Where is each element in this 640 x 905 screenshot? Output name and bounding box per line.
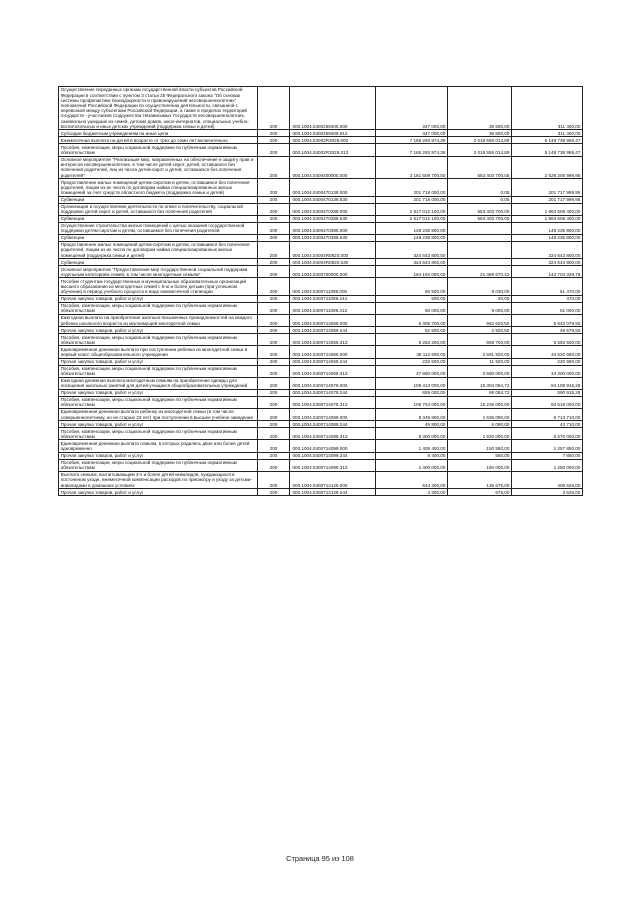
row-name-cell: Пособия, компенсации, меры социальной поддержки по публичным нормативным обязательствам — [59, 334, 258, 346]
row-admin-code-cell: 200 — [258, 196, 290, 203]
row-approved-amount-cell: 148 235 800,00 — [376, 222, 448, 234]
row-remaining-amount-cell: 6 670 000,00 — [512, 428, 583, 440]
row-remaining-amount-cell: 49 579,50 — [512, 327, 583, 334]
row-admin-code-cell: 200 — [258, 234, 290, 241]
row-approved-amount-cell: 1 400 000,00 — [376, 459, 448, 471]
row-name-cell: Прочая закупка товаров, работ и услуг — [59, 327, 258, 334]
row-remaining-amount-cell: 51 470,00 — [512, 278, 583, 295]
row-executed-amount-cell: 150 550,00 — [448, 440, 512, 452]
row-executed-amount-cell: 68 084,72 — [448, 389, 512, 396]
row-name-cell: Ежегодная денежная выплата многодетным семьям на приобретение одежды для посещения школьных занятий для детей-учащихся общеобразовательных учреждений — [59, 377, 258, 389]
row-admin-code-cell: 200 — [258, 327, 290, 334]
row-budget-code-cell: 000.1004.0400714099.313 — [290, 459, 376, 471]
row-name-cell: Пособия, компенсации, меры социальной поддержки по публичным нормативным обязательствам — [59, 302, 258, 314]
row-remaining-amount-cell: 6 713 710,00 — [512, 409, 583, 421]
row-remaining-amount-cell: 93 518 000,00 — [512, 396, 583, 408]
table-row — [59, 421, 583, 428]
row-approved-amount-cell: 38 112 600,00 — [376, 346, 448, 358]
row-approved-amount-cell: 60 000,00 — [376, 302, 448, 314]
row-budget-code-cell: 000.1004.0400714079.313 — [290, 396, 376, 408]
row-executed-amount-cell — [448, 241, 512, 258]
row-executed-amount-cell: 35 600,00 — [448, 87, 512, 130]
row-budget-code-cell: 000.1004.0400714069.000 — [290, 346, 376, 358]
row-executed-amount-cell: 3 580 000,00 — [448, 365, 512, 377]
row-budget-code-cell: 000.1004.0400714089.244 — [290, 421, 376, 428]
row-budget-code-cell: 000.1004.0400714079.000 — [290, 377, 376, 389]
row-name-cell: Прочая закупка товаров, работ и услуг — [59, 421, 258, 428]
row-approved-amount-cell: 37 880 000,00 — [376, 365, 448, 377]
row-approved-amount-cell: 109 413 000,00 — [376, 377, 448, 389]
table-row — [59, 222, 583, 234]
row-executed-amount-cell: 11 920,00 — [448, 358, 512, 365]
row-remaining-amount-cell: 3 625,00 — [512, 489, 583, 496]
row-executed-amount-cell: 9 000,00 — [448, 302, 512, 314]
row-budget-code-cell: 000.1004.0400470399.530 — [290, 234, 376, 241]
row-executed-amount-cell: 2 920,50 — [448, 327, 512, 334]
row-budget-code-cell: 000.1004.0400714099.000 — [290, 440, 376, 452]
row-remaining-amount-cell: 1 963 608 400,00 — [512, 203, 583, 215]
row-admin-code-cell: 200 — [258, 302, 290, 314]
row-executed-amount-cell: 6 090,00 — [448, 421, 512, 428]
row-name-cell: Единовременная денежная выплата ребенку из многодетной семьи (в том числе совершеннолетнему, но не старше 23 лет) при поступлении в высшее учебное заведение — [59, 409, 258, 421]
row-name-cell: Основное мероприятие "Предоставление мер государственной социальной поддержки отдельным категориям семей, в том числе многодетным семьям" — [59, 266, 258, 278]
table-row — [59, 87, 583, 130]
row-executed-amount-cell — [448, 222, 512, 234]
row-admin-code-cell: 200 — [258, 409, 290, 421]
row-budget-code-cell: 000.1004.0400259409.000 — [290, 87, 376, 130]
row-admin-code-cell: 200 — [258, 396, 290, 408]
table-row — [59, 396, 583, 408]
row-name-cell: Предоставление жилых помещений детям-сиротам и детям, оставшимся без попечения родителей, лицам из их числа по договорам найма специализированных жилых помещений за счет средств областного бюджета (поддержка семьи и детей) — [59, 179, 258, 196]
row-executed-amount-cell: 550,00 — [448, 452, 512, 459]
table-row — [59, 327, 583, 334]
row-admin-code-cell: 200 — [258, 278, 290, 295]
row-admin-code-cell: 200 — [258, 377, 290, 389]
row-budget-code-cell: 000.1004.0400714059.244 — [290, 327, 376, 334]
table-row — [59, 489, 583, 496]
row-remaining-amount-cell: 148 235 800,00 — [512, 222, 583, 234]
row-remaining-amount-cell: 201 717 999,95 — [512, 179, 583, 196]
row-remaining-amount-cell: 7 850,00 — [512, 452, 583, 459]
row-remaining-amount-cell: 1 250 000,00 — [512, 459, 583, 471]
row-budget-code-cell: 000.1004.0400470289.530 — [290, 215, 376, 222]
row-name-cell: Ежегодная выплата на приобретение школьно-письменных принадлежностей на каждого ребенка школьного возраста из малоимущей многодетной семьи — [59, 315, 258, 327]
row-executed-amount-cell — [448, 259, 512, 266]
row-name-cell: Пособия, компенсации, меры социальной поддержки по публичным нормативным обязательствам — [59, 459, 258, 471]
row-executed-amount-cell: 9 030,00 — [448, 278, 512, 295]
row-approved-amount-cell: 544 300,00 — [376, 471, 448, 488]
table-row — [59, 409, 583, 421]
row-budget-code-cell: 000.1004.0400714079.244 — [290, 389, 376, 396]
row-executed-amount-cell: 15 236 000,00 — [448, 396, 512, 408]
row-executed-amount-cell: 21 489 670,22 — [448, 266, 512, 278]
row-budget-code-cell: 000.1004.0400711099.000 — [290, 278, 376, 295]
row-admin-code-cell: 200 — [258, 389, 290, 396]
row-admin-code-cell: 200 — [258, 471, 290, 488]
row-budget-code-cell: 000.1004.0400470139.530 — [290, 196, 376, 203]
row-admin-code-cell: 200 — [258, 365, 290, 377]
row-budget-code-cell: 000.1004.0400714129.000 — [290, 471, 376, 488]
row-name-cell: Основное мероприятие "Реализация мер, направленных на обеспечение и защиту прав и интересов несовершеннолетних, в том числе детей-сирот, детей, оставшихся без попечения родителей, лиц из числа детей-сирот и детей, оставшихся без попечения родителей" — [59, 156, 258, 179]
row-admin-code-cell: 200 — [258, 440, 290, 452]
table-row — [59, 377, 583, 389]
row-executed-amount-cell: 659 700,00 — [448, 334, 512, 346]
table-row — [59, 315, 583, 327]
table-row — [59, 234, 583, 241]
table-row — [59, 203, 583, 215]
table-row — [59, 365, 583, 377]
row-budget-code-cell: 000.1004.0400470289.000 — [290, 203, 376, 215]
row-executed-amount-cell: 1 630 000,00 — [448, 428, 512, 440]
row-name-cell: Субвенции — [59, 196, 258, 203]
row-name-cell: Предоставление жилых помещений детям-сиротам и детям, оставшимся без попечения родителей, лицам из их числа по договорам найма специализированных жилых помещений (поддержка семьи и детей) — [59, 241, 258, 258]
row-remaining-amount-cell: 1 963 608 400,00 — [512, 215, 583, 222]
table-row — [59, 259, 583, 266]
row-approved-amount-cell: 8 349 800,00 — [376, 409, 448, 421]
row-admin-code-cell: 200 — [258, 428, 290, 440]
table-row — [59, 346, 583, 358]
row-name-cell: Субвенции — [59, 234, 258, 241]
row-name-cell: Единовременная денежная выплата при поступлении ребенка из многодетной семьи в первый класс общеобразовательного учреждения — [59, 346, 258, 358]
row-approved-amount-cell: 6 253 200,00 — [376, 334, 448, 346]
row-approved-amount-cell: 148 235 800,00 — [376, 234, 448, 241]
row-admin-code-cell: 200 — [258, 203, 290, 215]
row-executed-amount-cell: 0,05 — [448, 196, 512, 203]
row-budget-code-cell: 000.1004.0400470399.000 — [290, 222, 376, 234]
row-name-cell: Единовременная денежная выплата семьям, в которых родились двое или более детей одновременно — [59, 440, 258, 452]
row-executed-amount-cell: 553 403 700,05 — [448, 156, 512, 179]
row-name-cell: Прочая закупка товаров, работ и услуг — [59, 389, 258, 396]
row-name-cell: Ежемесячная выплата на детей в возрасте от трех до семи лет включительно — [59, 137, 258, 144]
table-row — [59, 302, 583, 314]
row-budget-code-cell: 000.1004.04002R3029.000 — [290, 137, 376, 144]
row-approved-amount-cell: 6 305 700,00 — [376, 315, 448, 327]
row-budget-code-cell: 000.1004.0400470139.000 — [290, 179, 376, 196]
row-executed-amount-cell: 553 403 700,00 — [448, 203, 512, 215]
row-admin-code-cell: 200 — [258, 215, 290, 222]
table-body — [59, 87, 583, 496]
row-admin-code-cell: 200 — [258, 144, 290, 156]
row-admin-code-cell: 200 — [258, 346, 290, 358]
row-budget-code-cell: 000.1004.0400400000.000 — [290, 156, 376, 179]
row-approved-amount-cell: 324 643 800,00 — [376, 259, 448, 266]
row-name-cell: Пособия, компенсации, меры социальной поддержки по публичным нормативным обязательствам — [59, 428, 258, 440]
row-executed-amount-cell: 1 636 090,00 — [448, 409, 512, 421]
row-approved-amount-cell: 659 000,00 — [376, 389, 448, 396]
row-remaining-amount-cell: 34 520 680,00 — [512, 346, 583, 358]
row-executed-amount-cell: 3 591 920,00 — [448, 346, 512, 358]
row-approved-amount-cell: 347 000,00 — [376, 130, 448, 137]
row-admin-code-cell: 200 — [258, 421, 290, 428]
table-row — [59, 471, 583, 488]
row-admin-code-cell: 200 — [258, 179, 290, 196]
table-row — [59, 156, 583, 179]
row-remaining-amount-cell: 5 593 500,00 — [512, 334, 583, 346]
row-admin-code-cell: 200 — [258, 130, 290, 137]
row-executed-amount-cell: 135 675,00 — [448, 471, 512, 488]
row-approved-amount-cell: 201 718 000,00 — [376, 179, 448, 196]
table-row — [59, 459, 583, 471]
row-name-cell: Субвенции — [59, 259, 258, 266]
table-row — [59, 137, 583, 144]
table-row — [59, 389, 583, 396]
table-row — [59, 295, 583, 302]
row-name-cell: Выплата семьям, воспитывающим 3-х и более детей-инвалидов, нуждающихся в постоянном уходе, ежемесячной компенсации расходов по присмотру и уходу за детьми-инвалидами в домашних условиях — [59, 471, 258, 488]
row-budget-code-cell: 000.1004.0400714059.000 — [290, 315, 376, 327]
row-admin-code-cell: 200 — [258, 137, 290, 144]
row-budget-code-cell: 000.1004.04002R3029.313 — [290, 144, 376, 156]
row-executed-amount-cell — [448, 234, 512, 241]
row-remaining-amount-cell: 470,00 — [512, 295, 583, 302]
row-executed-amount-cell: 2 016 555 014,89 — [448, 137, 512, 144]
row-remaining-amount-cell: 201 717 999,95 — [512, 196, 583, 203]
row-admin-code-cell: 200 — [258, 241, 290, 258]
row-budget-code-cell: 000.1004.0400714059.313 — [290, 334, 376, 346]
row-remaining-amount-cell: 51 000,00 — [512, 302, 583, 314]
table-row — [59, 278, 583, 295]
row-admin-code-cell: 200 — [258, 295, 290, 302]
row-remaining-amount-cell: 5 643 079,50 — [512, 315, 583, 327]
row-budget-code-cell: 000.1004.0400259409.612 — [290, 130, 376, 137]
row-name-cell: Пособия, компенсации, меры социальной поддержки по публичным нормативным обязательствам — [59, 144, 258, 156]
row-name-cell: Пособия, компенсации, меры социальной поддержки по публичным нормативным обязательствам — [59, 396, 258, 408]
row-approved-amount-cell: 7 165 293 974,36 — [376, 144, 448, 156]
row-approved-amount-cell: 324 643 800,00 — [376, 241, 448, 258]
row-remaining-amount-cell: 142 704 329,78 — [512, 266, 583, 278]
row-approved-amount-cell: 52 500,00 — [376, 327, 448, 334]
row-name-cell: Прочая закупка товаров, работ и услуг — [59, 452, 258, 459]
row-admin-code-cell: 200 — [258, 315, 290, 327]
row-approved-amount-cell: 7 165 293 974,36 — [376, 137, 448, 144]
row-executed-amount-cell: 0,05 — [448, 179, 512, 196]
row-name-cell: Осуществление переданных органам государственной власти субъектов Российской Федерации в соответствии с пунктом 3 статьи 25 Федерального закона "Об основах системы профилактики безнадзорности и правонарушений несовершеннолетних" полномочий Российской Федерации по осуществлению деятельности, связанной с перевозкой между субъектами Российской Федерации, а также в пределах территорий государств - участников Содружества Независимых Государств несовершеннолетних, самовольно ушедших из семей, детских домов, школ-интернатов, специальных учебно-воспитательных и иных детских учреждений (поддержка семьи и детей) — [59, 87, 258, 130]
table-row — [59, 130, 583, 137]
row-executed-amount-cell: 2 016 555 014,89 — [448, 144, 512, 156]
row-admin-code-cell: 200 — [258, 358, 290, 365]
row-admin-code-cell: 200 — [258, 156, 290, 179]
row-remaining-amount-cell: 324 643 800,00 — [512, 259, 583, 266]
table-row — [59, 440, 583, 452]
row-approved-amount-cell: 4 300,00 — [376, 489, 448, 496]
table-row — [59, 215, 583, 222]
row-budget-code-cell: 000.1004.0400711099.313 — [290, 302, 376, 314]
row-remaining-amount-cell: 311 400,00 — [512, 130, 583, 137]
row-approved-amount-cell: 8 300 000,00 — [376, 428, 448, 440]
table-row — [59, 241, 583, 258]
row-name-cell: Прочая закупка товаров, работ и услуг — [59, 489, 258, 496]
row-name-cell: Осуществление строительства жилых помещений с целью оказания государственной поддержки детям-сиротам и детям, оставшимся без попечения родителей — [59, 222, 258, 234]
row-remaining-amount-cell: 408 625,00 — [512, 471, 583, 488]
table-row — [59, 179, 583, 196]
table-row — [59, 266, 583, 278]
row-admin-code-cell: 200 — [258, 334, 290, 346]
row-remaining-amount-cell: 5 148 738 959,47 — [512, 137, 583, 144]
row-name-cell: Организация и осуществление деятельности по опеке и попечительству, социальной поддержке детей-сирот и детей, оставшихся без попечения родителей — [59, 203, 258, 215]
row-approved-amount-cell: 2 517 012 100,00 — [376, 215, 448, 222]
row-admin-code-cell: 200 — [258, 452, 290, 459]
row-budget-code-cell: 000.1004.0400714069.313 — [290, 365, 376, 377]
row-executed-amount-cell: 15 304 084,72 — [448, 377, 512, 389]
row-name-cell: Субсидии бюджетным учреждениям на иные цели — [59, 130, 258, 137]
row-executed-amount-cell: 35 600,00 — [448, 130, 512, 137]
row-approved-amount-cell: 3 181 609 700,00 — [376, 156, 448, 179]
row-budget-code-cell: 000.1004.0400714069.244 — [290, 358, 376, 365]
row-executed-amount-cell: 150 000,00 — [448, 459, 512, 471]
row-budget-code-cell: 000.1004.0400711099.244 — [290, 295, 376, 302]
row-remaining-amount-cell: 324 643 800,00 — [512, 241, 583, 258]
row-admin-code-cell: 200 — [258, 259, 290, 266]
row-approved-amount-cell: 164 194 000,00 — [376, 266, 448, 278]
row-budget-code-cell: 000.1004.04004R0820.000 — [290, 241, 376, 258]
row-admin-code-cell: 200 — [258, 87, 290, 130]
table-row — [59, 358, 583, 365]
row-remaining-amount-cell: 34 300 000,00 — [512, 365, 583, 377]
row-executed-amount-cell: 30,00 — [448, 295, 512, 302]
row-approved-amount-cell: 347 000,00 — [376, 87, 448, 130]
row-remaining-amount-cell: 94 108 915,28 — [512, 377, 583, 389]
row-name-cell: Субвенции — [59, 215, 258, 222]
row-budget-code-cell: 000.1004.0400714099.244 — [290, 452, 376, 459]
row-remaining-amount-cell: 5 148 738 959,47 — [512, 144, 583, 156]
row-remaining-amount-cell: 2 628 205 999,95 — [512, 156, 583, 179]
row-remaining-amount-cell: 43 710,00 — [512, 421, 583, 428]
table-row — [59, 144, 583, 156]
row-admin-code-cell: 200 — [258, 222, 290, 234]
row-name-cell: Пособия, компенсации, меры социальной поддержки по публичным нормативным обязательствам — [59, 365, 258, 377]
row-remaining-amount-cell: 1 257 850,00 — [512, 440, 583, 452]
table-row — [59, 428, 583, 440]
row-approved-amount-cell: 500,00 — [376, 295, 448, 302]
row-executed-amount-cell: 553 403 700,00 — [448, 215, 512, 222]
row-remaining-amount-cell: 311 400,00 — [512, 87, 583, 130]
page-number: Страница 95 из 108 — [286, 854, 354, 863]
row-approved-amount-cell: 49 800,00 — [376, 421, 448, 428]
row-budget-code-cell: 000.1004.0400714089.313 — [290, 428, 376, 440]
row-executed-amount-cell: 662 620,50 — [448, 315, 512, 327]
row-approved-amount-cell: 1 408 400,00 — [376, 440, 448, 452]
row-name-cell: Прочая закупка товаров, работ и услуг — [59, 358, 258, 365]
row-approved-amount-cell: 201 718 000,00 — [376, 196, 448, 203]
table-row — [59, 334, 583, 346]
row-name-cell: Прочая закупка товаров, работ и услуг — [59, 295, 258, 302]
row-remaining-amount-cell: 148 235 800,00 — [512, 234, 583, 241]
row-approved-amount-cell: 108 754 000,00 — [376, 396, 448, 408]
row-budget-code-cell: 000.1004.04004R0820.530 — [290, 259, 376, 266]
row-admin-code-cell: 200 — [258, 266, 290, 278]
budget-execution-table — [58, 86, 583, 496]
row-admin-code-cell: 200 — [258, 489, 290, 496]
row-approved-amount-cell: 232 600,00 — [376, 358, 448, 365]
row-admin-code-cell: 200 — [258, 459, 290, 471]
row-budget-code-cell: 000.1004.0400714089.000 — [290, 409, 376, 421]
row-executed-amount-cell: 675,00 — [448, 489, 512, 496]
table-row — [59, 452, 583, 459]
table-row — [59, 196, 583, 203]
row-approved-amount-cell: 2 517 012 100,00 — [376, 203, 448, 215]
row-remaining-amount-cell: 590 915,28 — [512, 389, 583, 396]
row-name-cell: Пособие студентам государственных и муниципальных образовательных организаций высшего образования из многодетных семей с 5-ю и более детьми (при успешном обучении) в период учебного процесса в виде ежемесячной стипендии — [59, 278, 258, 295]
row-approved-amount-cell: 60 500,00 — [376, 278, 448, 295]
row-budget-code-cell: 000.1004.0400700000.000 — [290, 266, 376, 278]
row-remaining-amount-cell: 220 680,00 — [512, 358, 583, 365]
row-approved-amount-cell: 8 400,00 — [376, 452, 448, 459]
row-budget-code-cell: 000.1004.0400714129.244 — [290, 489, 376, 496]
